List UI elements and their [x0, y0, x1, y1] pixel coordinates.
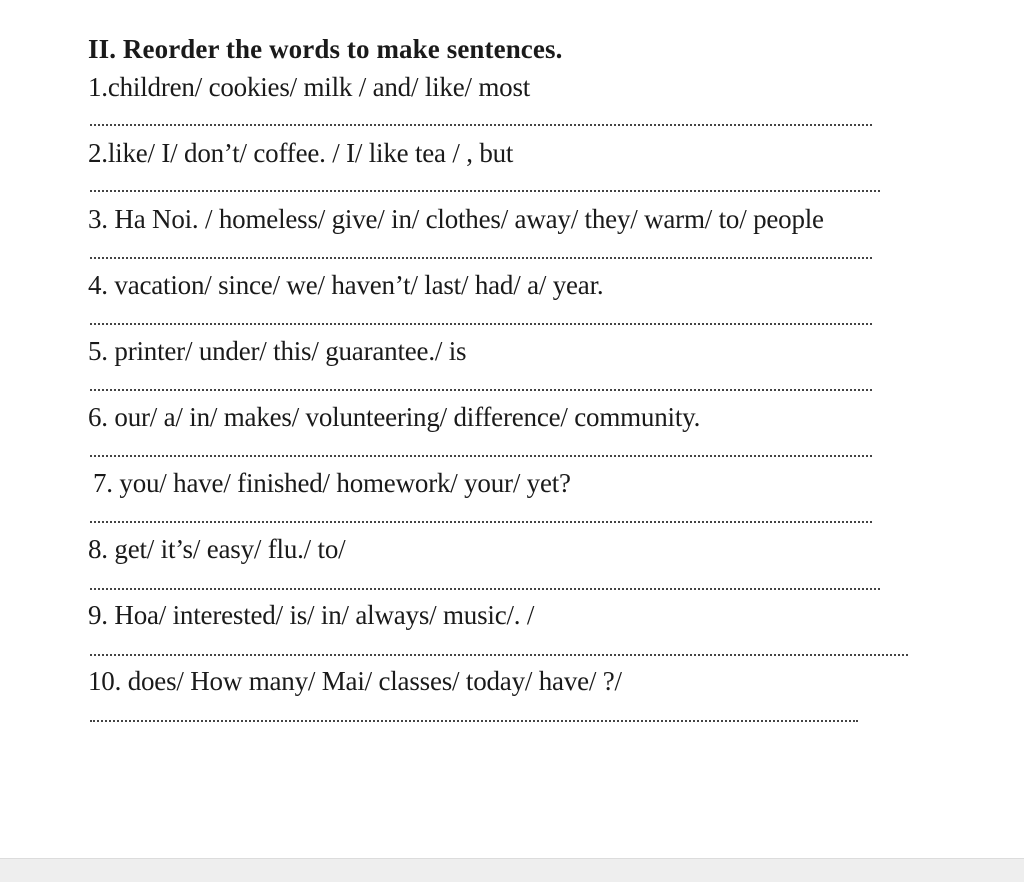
sentence-item-5: 5. printer/ under/ this/ guarantee./ is	[88, 336, 467, 366]
viewer-bottom-bar	[0, 858, 1024, 882]
sentence-item-2: 2.like/ I/ don’t/ coffee. / I/ like tea / , but	[88, 138, 514, 168]
answer-line-9	[90, 654, 908, 656]
answer-line-1	[90, 124, 872, 126]
answer-line-4	[90, 323, 872, 325]
exercise-title: II. Reorder the words to make sentences.	[88, 34, 563, 64]
sentence-item-9: 9. Hoa/ interested/ is/ in/ always/ music/. /	[88, 600, 535, 630]
answer-line-2	[90, 190, 880, 192]
sentence-item-7: 7. you/ have/ finished/ homework/ your/ yet?	[93, 468, 571, 498]
sentence-item-3: 3. Ha Noi. / homeless/ give/ in/ clothes/ away/ they/ warm/ to/ people	[88, 204, 824, 234]
answer-line-3	[90, 257, 872, 259]
answer-line-8	[90, 588, 880, 590]
sentence-item-6: 6. our/ a/ in/ makes/ volunteering/ difference/ community.	[88, 402, 701, 432]
sentence-item-4: 4. vacation/ since/ we/ haven’t/ last/ had/ a/ year.	[88, 270, 604, 300]
sentence-item-8: 8. get/ it’s/ easy/ flu./ to/	[88, 534, 346, 564]
answer-line-7	[90, 521, 872, 523]
sentence-item-1: 1.children/ cookies/ milk / and/ like/ most	[88, 72, 531, 102]
answer-line-5	[90, 389, 872, 391]
answer-line-6	[90, 455, 872, 457]
answer-line-10	[90, 720, 858, 722]
sentence-item-10: 10. does/ How many/ Mai/ classes/ today/ have/ ?/	[88, 666, 622, 696]
